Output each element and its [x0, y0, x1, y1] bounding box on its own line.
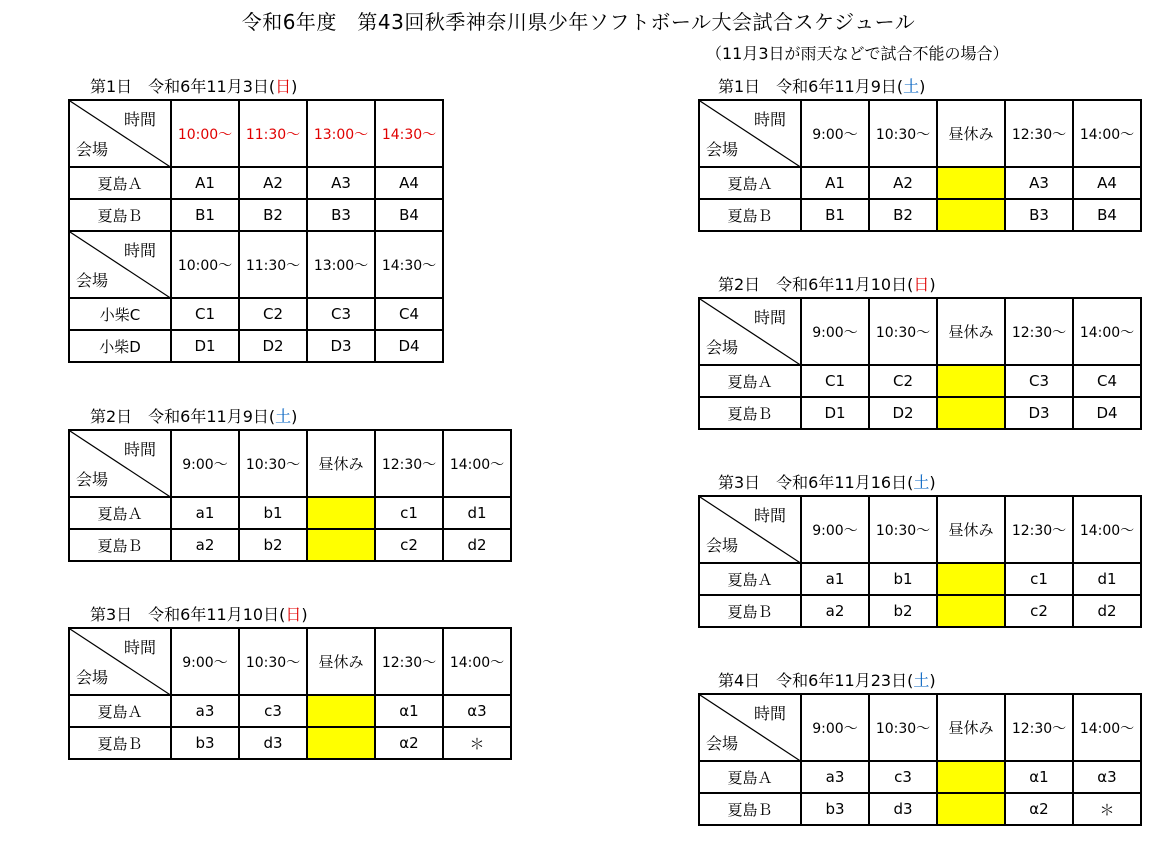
match-cell: C3: [1005, 365, 1073, 397]
left-day3-heading: [90, 602, 308, 625]
time-slot: 10:30～: [239, 430, 307, 497]
match-cell: c2: [1005, 595, 1073, 627]
venue-cell: 夏島Ｂ: [69, 529, 171, 561]
match-cell: B1: [801, 199, 869, 231]
lunch-header: 昼休み: [937, 496, 1005, 563]
right-day2-heading: [718, 272, 936, 295]
venue-cell: 夏島Ａ: [69, 695, 171, 727]
venue-label: 会場: [76, 470, 109, 489]
venue-cell: 夏島Ｂ: [699, 199, 801, 231]
heading-close: ): [929, 473, 936, 492]
match-cell: A3: [307, 167, 375, 199]
time-slot: 9:00～: [171, 628, 239, 695]
venue-cell: 夏島Ａ: [69, 167, 171, 199]
table-row: [699, 199, 1141, 231]
time-label: 時間: [753, 110, 786, 129]
venue-cell: 夏島Ｂ: [699, 595, 801, 627]
match-cell: α2: [1005, 793, 1073, 825]
time-slot: 14:00～: [1073, 496, 1141, 563]
heading-weekday: 日: [275, 77, 292, 96]
venue-cell: 夏島Ｂ: [69, 727, 171, 759]
time-slot: 10:30～: [869, 298, 937, 365]
heading-close: ): [291, 77, 298, 96]
venue-label: 会場: [76, 271, 109, 290]
left-day3-table: [68, 627, 512, 760]
match-cell: D2: [239, 330, 307, 362]
corner-header-cell: [699, 694, 801, 761]
lunch-header: 昼休み: [937, 100, 1005, 167]
time-slot: 11:30～: [239, 231, 307, 298]
match-cell: D3: [1005, 397, 1073, 429]
time-slot: 14:00～: [1073, 100, 1141, 167]
time-label: 時間: [753, 308, 786, 327]
right-day1-table: [698, 99, 1142, 232]
match-cell: A2: [869, 167, 937, 199]
time-slot: 9:00～: [801, 100, 869, 167]
match-cell: A4: [375, 167, 443, 199]
time-slot: 14:00～: [443, 430, 511, 497]
time-header-row: [69, 628, 511, 695]
heading-weekday: 土: [275, 407, 292, 426]
match-cell: b1: [239, 497, 307, 529]
time-header-row: [699, 298, 1141, 365]
time-slot: 12:30～: [1005, 298, 1073, 365]
rain-alternative-note: （11月3日が雨天などで試合不能の場合）: [706, 44, 1009, 63]
venue-cell: 夏島Ａ: [69, 497, 171, 529]
match-cell: B3: [1005, 199, 1073, 231]
heading-weekday: 日: [285, 605, 302, 624]
time-label: 時間: [753, 704, 786, 723]
lunch-header: 昼休み: [937, 694, 1005, 761]
right-day1-heading: [718, 74, 925, 97]
venue-cell: 夏島Ａ: [699, 365, 801, 397]
time-header-row: [699, 100, 1141, 167]
match-cell: A1: [171, 167, 239, 199]
heading-date: 第3日 令和6年11月10日(: [90, 605, 286, 624]
time-header-row: [699, 496, 1141, 563]
heading-close: ): [301, 605, 308, 624]
time-slot: 14:00～: [1073, 298, 1141, 365]
page-title: 令和6年度 第43回秋季神奈川県少年ソフトボール大会試合スケジュール: [241, 10, 916, 34]
time-slot: 12:30～: [1005, 694, 1073, 761]
match-cell: d3: [239, 727, 307, 759]
time-header-row: [699, 694, 1141, 761]
match-cell: B4: [375, 199, 443, 231]
venue-cell: 夏島Ｂ: [699, 793, 801, 825]
time-slot: 9:00～: [801, 298, 869, 365]
lunch-break-cell: [937, 563, 1005, 595]
match-cell: c1: [1005, 563, 1073, 595]
heading-weekday: 土: [903, 77, 920, 96]
lunch-break-cell: [937, 199, 1005, 231]
table-row: [69, 529, 511, 561]
heading-date: 第2日 令和6年11月9日(: [90, 407, 276, 426]
venue-cell: 夏島Ａ: [699, 167, 801, 199]
time-slot: 14:00～: [443, 628, 511, 695]
match-cell: b1: [869, 563, 937, 595]
match-cell: C4: [375, 298, 443, 330]
match-cell: a1: [171, 497, 239, 529]
match-cell: D4: [375, 330, 443, 362]
match-cell: B3: [307, 199, 375, 231]
time-slot: 13:00～: [307, 231, 375, 298]
time-slot: 10:30～: [869, 694, 937, 761]
match-cell: ＊: [443, 727, 511, 759]
match-cell: d2: [443, 529, 511, 561]
match-cell: c1: [375, 497, 443, 529]
time-slot: 14:30～: [375, 100, 443, 167]
table-row: [69, 167, 443, 199]
time-slot: 13:00～: [307, 100, 375, 167]
match-cell: a3: [801, 761, 869, 793]
lunch-break-cell: [937, 793, 1005, 825]
match-cell: α3: [1073, 761, 1141, 793]
corner-header-cell: [699, 496, 801, 563]
table-row: [699, 397, 1141, 429]
table-row: [699, 167, 1141, 199]
match-cell: A1: [801, 167, 869, 199]
lunch-break-cell: [307, 529, 375, 561]
heading-close: ): [291, 407, 298, 426]
lunch-break-cell: [937, 167, 1005, 199]
table-row: [699, 761, 1141, 793]
table-row: [699, 365, 1141, 397]
match-cell: D1: [801, 397, 869, 429]
time-header-row: [69, 430, 511, 497]
match-cell: C1: [171, 298, 239, 330]
venue-cell: 小柴D: [69, 330, 171, 362]
table-row: [699, 793, 1141, 825]
time-slot: 10:30～: [869, 496, 937, 563]
venue-label: 会場: [76, 140, 109, 159]
lunch-header: 昼休み: [307, 430, 375, 497]
time-slot: 10:00～: [171, 100, 239, 167]
venue-cell: 夏島Ａ: [699, 761, 801, 793]
right-day3-table: [698, 495, 1142, 628]
time-slot: 9:00～: [801, 694, 869, 761]
time-header-row: [69, 231, 443, 298]
venue-cell: 小柴C: [69, 298, 171, 330]
heading-close: ): [919, 77, 926, 96]
heading-weekday: 日: [913, 275, 930, 294]
left-day1-table: [68, 99, 444, 363]
table-row: [69, 695, 511, 727]
lunch-header: 昼休み: [937, 298, 1005, 365]
match-cell: A4: [1073, 167, 1141, 199]
match-cell: b3: [171, 727, 239, 759]
left-day2-table: [68, 429, 512, 562]
left-day1-heading: [90, 74, 297, 97]
match-cell: c2: [375, 529, 443, 561]
time-label: 時間: [123, 638, 156, 657]
corner-header-cell: [69, 628, 171, 695]
time-slot: 12:30～: [1005, 496, 1073, 563]
table-row: [69, 497, 511, 529]
match-cell: a1: [801, 563, 869, 595]
match-cell: α2: [375, 727, 443, 759]
lunch-break-cell: [307, 695, 375, 727]
match-cell: C4: [1073, 365, 1141, 397]
corner-header-cell: [69, 100, 171, 167]
corner-header-cell: [69, 430, 171, 497]
match-cell: c3: [239, 695, 307, 727]
match-cell: b2: [869, 595, 937, 627]
venue-label: 会場: [76, 668, 109, 687]
corner-header-cell: [699, 298, 801, 365]
heading-date: 第2日 令和6年11月10日(: [718, 275, 914, 294]
match-cell: b3: [801, 793, 869, 825]
match-cell: a3: [171, 695, 239, 727]
match-cell: B2: [869, 199, 937, 231]
match-cell: α1: [375, 695, 443, 727]
match-cell: D4: [1073, 397, 1141, 429]
match-cell: α3: [443, 695, 511, 727]
table-row: [69, 330, 443, 362]
match-cell: C2: [869, 365, 937, 397]
heading-date: 第1日 令和6年11月3日(: [90, 77, 276, 96]
match-cell: A3: [1005, 167, 1073, 199]
heading-close: ): [929, 671, 936, 690]
match-cell: c3: [869, 761, 937, 793]
lunch-break-cell: [937, 365, 1005, 397]
match-cell: α1: [1005, 761, 1073, 793]
match-cell: a2: [171, 529, 239, 561]
time-slot: 14:30～: [375, 231, 443, 298]
venue-label: 会場: [706, 338, 739, 357]
lunch-header: 昼休み: [307, 628, 375, 695]
right-day3-heading: [718, 470, 936, 493]
match-cell: d2: [1073, 595, 1141, 627]
match-cell: B1: [171, 199, 239, 231]
table-row: [699, 563, 1141, 595]
table-row: [69, 727, 511, 759]
match-cell: a2: [801, 595, 869, 627]
time-slot: 10:30～: [239, 628, 307, 695]
venue-cell: 夏島Ｂ: [69, 199, 171, 231]
time-label: 時間: [753, 506, 786, 525]
time-header-row: [69, 100, 443, 167]
time-label: 時間: [123, 241, 156, 260]
match-cell: B2: [239, 199, 307, 231]
lunch-break-cell: [937, 761, 1005, 793]
time-slot: 9:00～: [801, 496, 869, 563]
table-row: [69, 199, 443, 231]
heading-close: ): [929, 275, 936, 294]
match-cell: B4: [1073, 199, 1141, 231]
match-cell: A2: [239, 167, 307, 199]
match-cell: C1: [801, 365, 869, 397]
match-cell: b2: [239, 529, 307, 561]
time-slot: 10:30～: [869, 100, 937, 167]
heading-date: 第3日 令和6年11月16日(: [718, 473, 914, 492]
venue-label: 会場: [706, 536, 739, 555]
lunch-break-cell: [937, 397, 1005, 429]
time-slot: 14:00～: [1073, 694, 1141, 761]
time-slot: 9:00～: [171, 430, 239, 497]
corner-header-cell: [699, 100, 801, 167]
lunch-break-cell: [307, 727, 375, 759]
lunch-break-cell: [307, 497, 375, 529]
match-cell: D2: [869, 397, 937, 429]
time-slot: 10:00～: [171, 231, 239, 298]
venue-cell: 夏島Ａ: [699, 563, 801, 595]
table-row: [699, 595, 1141, 627]
right-day4-heading: [718, 668, 936, 691]
match-cell: d1: [1073, 563, 1141, 595]
time-slot: 12:30～: [375, 628, 443, 695]
lunch-break-cell: [937, 595, 1005, 627]
heading-weekday: 土: [913, 473, 930, 492]
match-cell: C3: [307, 298, 375, 330]
venue-cell: 夏島Ｂ: [699, 397, 801, 429]
venue-label: 会場: [706, 140, 739, 159]
match-cell: d3: [869, 793, 937, 825]
match-cell: D3: [307, 330, 375, 362]
time-slot: 12:30～: [375, 430, 443, 497]
match-cell: d1: [443, 497, 511, 529]
time-slot: 11:30～: [239, 100, 307, 167]
right-day2-table: [698, 297, 1142, 430]
right-day4-table: [698, 693, 1142, 826]
venue-label: 会場: [706, 734, 739, 753]
time-slot: 12:30～: [1005, 100, 1073, 167]
heading-date: 第1日 令和6年11月9日(: [718, 77, 904, 96]
heading-weekday: 土: [913, 671, 930, 690]
match-cell: D1: [171, 330, 239, 362]
match-cell: ＊: [1073, 793, 1141, 825]
table-row: [69, 298, 443, 330]
left-day2-heading: [90, 404, 297, 427]
time-label: 時間: [123, 440, 156, 459]
time-label: 時間: [123, 110, 156, 129]
heading-date: 第4日 令和6年11月23日(: [718, 671, 914, 690]
corner-header-cell: [69, 231, 171, 298]
match-cell: C2: [239, 298, 307, 330]
